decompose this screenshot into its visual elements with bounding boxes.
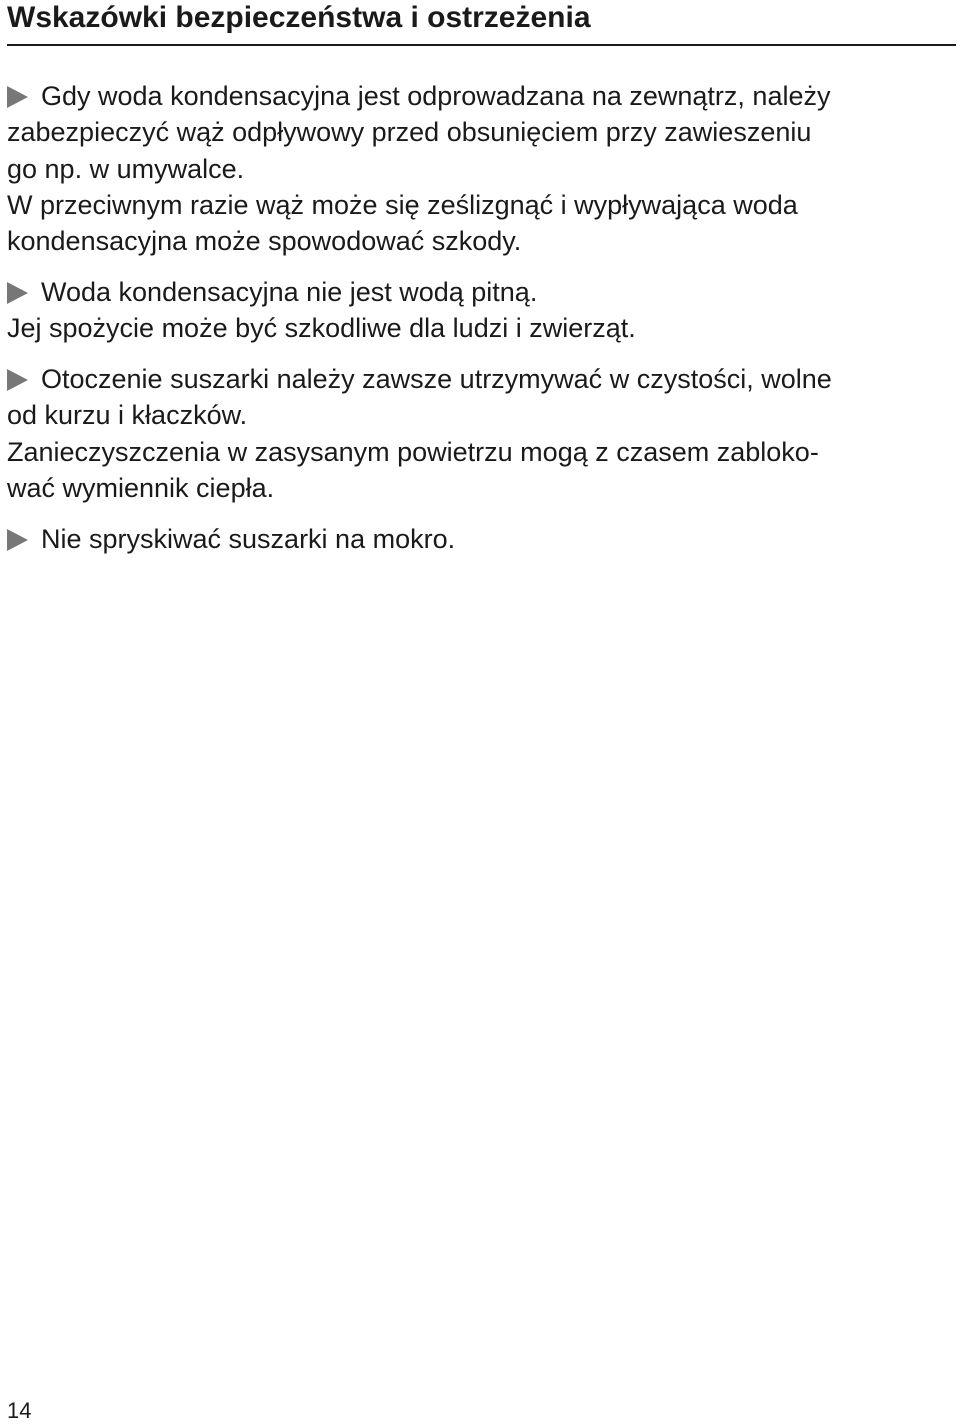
warning-text: Nie spryskiwać suszarki na mokro. [41,523,456,554]
warning-line: go np. w umywalce. [7,153,245,184]
warning-item [7,361,952,506]
warning-line [7,361,952,397]
warning-line [7,78,952,114]
warning-line: Zanieczyszczenia w zasysanym powietrzu mogą z czasem zabloko- [7,436,819,467]
warning-line: wać wymiennik ciepła. [7,472,275,503]
warning-line [7,521,952,557]
warning-text: Woda kondensacyjna nie jest wodą pitną. [41,276,538,307]
right-triangle-icon [7,529,28,551]
right-triangle-icon [7,86,28,108]
warning-item [7,521,952,557]
warning-item [7,78,952,259]
title-divider [7,44,956,46]
warning-line: W przeciwnym razie wąż może się ześlizgnąć i wypływająca woda [7,189,798,220]
warnings-list [7,78,952,572]
page-number: 14 [7,1398,32,1423]
warning-line: Jej spożycie może być szkodliwe dla ludzi i zwierząt. [7,313,636,344]
warning-line: od kurzu i kłaczków. [7,400,248,431]
page-title: Wskazówki bezpieczeństwa i ostrzeżenia [7,1,591,34]
warning-line [7,274,952,310]
warning-line: kondensacyjna może spowodować szkody. [7,226,522,257]
warning-text: Otoczenie suszarki należy zawsze utrzymywać w czystości, wolne [41,364,832,395]
right-triangle-icon [7,369,28,391]
right-triangle-icon [7,282,28,304]
warning-line: zabezpieczyć wąż odpływowy przed obsunięciem przy zawieszeniu [7,117,812,148]
warning-text: Gdy woda kondensacyjna jest odprowadzana na zewnątrz, należy [41,81,831,111]
warning-item [7,274,952,347]
